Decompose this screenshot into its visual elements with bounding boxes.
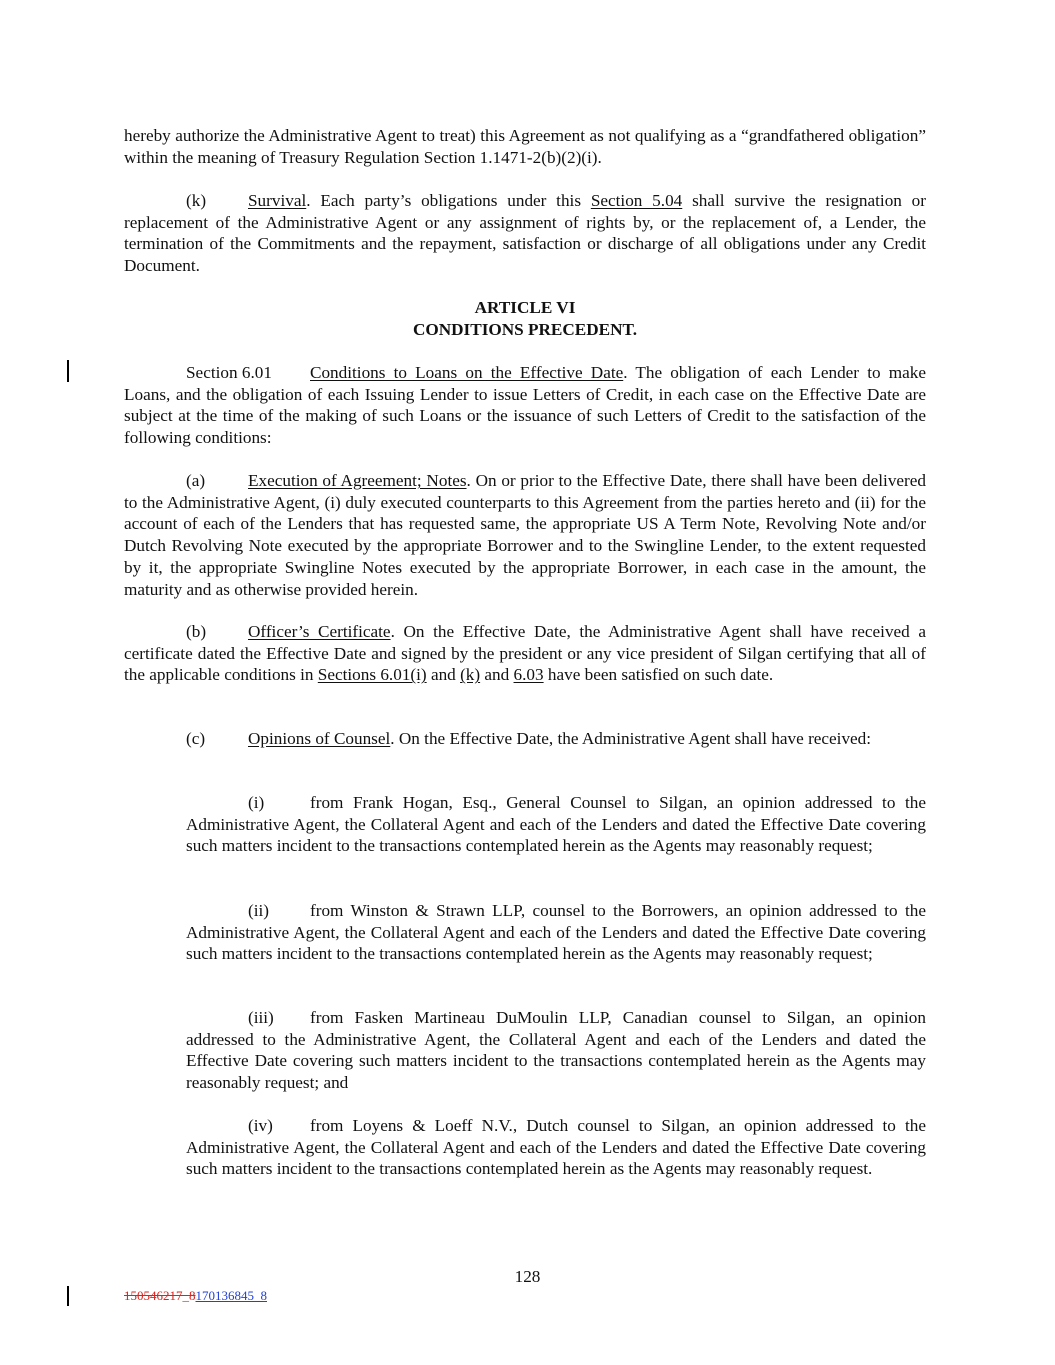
- page-number: 128: [514, 1267, 541, 1286]
- change-bar: [67, 1286, 69, 1306]
- paragraph-a-label: (a): [186, 471, 206, 490]
- section-label: Section 6.01: [186, 363, 272, 382]
- paragraph-a-title: Execution of Agreement; Notes: [248, 471, 467, 490]
- section-reference: (k): [460, 665, 481, 685]
- subparagraph-iv: (iv) from Loyens & Loeff N.V., Dutch counsel to Silgan, an opinion addressed to the Administrative Agent, the Collateral Agent and each of the Lenders and dated the Effective Date covering such matters incident to the transactions contemplated herein as the Agents may reasonably request.: [186, 1116, 926, 1179]
- section-reference: Section 5.04: [590, 191, 683, 210]
- article-title: CONDITIONS PRECEDENT.: [412, 319, 638, 339]
- paragraph-b-label: (b): [186, 622, 207, 641]
- article-heading: [124, 297, 926, 340]
- paragraph-b-officers-certificate: (b) Officer’s Certificate. On the Effective Date, the Administrative Agent shall have received a certificate dated the Effective Date and signed by the president or any vice president of Silgan certifying that all of the applicable conditions in Sections 6.01(i) and (k) and 6.03 have been satisfied on such date.: [124, 622, 927, 685]
- paragraph-c-title: Opinions of Counsel: [248, 729, 391, 748]
- paragraph-k-title: Survival: [248, 191, 307, 210]
- section-title: Conditions to Loans on the Effective Date: [310, 363, 624, 382]
- subparagraph-label: (ii): [248, 901, 269, 920]
- paragraph-c-label: (c): [186, 729, 206, 748]
- paragraph-a-execution: (a) Execution of Agreement; Notes. On or prior to the Effective Date, there shall have been delivered to the Administrative Agent, (i) duly executed counterparts to this Agreement from the parties hereto and (ii) for the account of each of the Lenders that has requested same, the appropriate US A Term Note, Revolving Note and/or Dutch Revolving Note executed by the appropriate Borrower and to the Swingline Lender, to the extent requested by it, the appropriate Swingline Notes executed by the appropriate Borrower, in each case in the amount, the maturity and as otherwise provided herein.: [124, 471, 926, 599]
- deleted-doc-id: 150546217_8: [124, 1288, 196, 1303]
- subparagraph-label: (iii): [248, 1008, 274, 1027]
- subparagraph-iii: (iii) from Fasken Martineau DuMoulin LLP, Canadian counsel to Silgan, an opinion addressed to the Administrative Agent, the Collateral Agent and each of the Lenders and dated the Effective Date covering such matters incident to the transactions contemplated herein as the Agents may reasonably request; and: [186, 1008, 926, 1093]
- subparagraph-ii: (ii) from Winston & Strawn LLP, counsel to the Borrowers, an opinion addressed to the Administrative Agent, the Collateral Agent and each of the Lenders and dated the Effective Date covering such matters incident to the transactions contemplated herein as the Agents may reasonably request;: [186, 901, 926, 964]
- change-bar: [67, 360, 69, 382]
- paragraph-c-opinions: (c) Opinions of Counsel. On the Effective Date, the Administrative Agent shall have received:: [186, 729, 872, 748]
- section-reference: Sections 6.01(i): [317, 665, 427, 685]
- subparagraph-label: (iv): [248, 1116, 273, 1135]
- subparagraph-i: (i) from Frank Hogan, Esq., General Counsel to Silgan, an opinion addressed to the Administrative Agent, the Collateral Agent and each of the Lenders and dated the Effective Date covering such matters incident to the transactions contemplated herein as the Agents may reasonably request;: [186, 793, 926, 856]
- paragraph-k-label: (k): [186, 191, 207, 210]
- inserted-doc-id: 170136845_8: [195, 1288, 267, 1303]
- article-number: ARTICLE VI: [474, 298, 576, 317]
- paragraph-intro: hereby authorize the Administrative Agent to treat) this Agreement as not qualifying as a “grandfathered obligation” within the meaning of Treasury Regulation Section 1.1471-2(b)(2)(i).: [124, 126, 926, 167]
- section-6-01: Section 6.01 Conditions to Loans on the Effective Date. The obligation of each Lender to make Loans, and the obligation of each Issuing Lender to issue Letters of Credit, in each case on the Effective Date are subject at the time of the making of such Loans or the issuance of such Letters of Credit to the satisfaction of the following conditions:: [124, 363, 926, 448]
- subparagraph-label: (i): [248, 793, 265, 812]
- document-id: [124, 1288, 267, 1304]
- paragraph-k-survival: (k) Survival. Each party’s obligations under this Section 5.04 shall survive the resignation or replacement of the Administrative Agent or any assignment of rights by, or the replacement of, a Lender, the termination of the Commitments and the repayment, satisfaction or discharge of all obligations under any Credit Document.: [124, 191, 927, 276]
- section-reference: 6.03: [513, 665, 544, 685]
- paragraph-b-title: Officer’s Certificate: [248, 622, 391, 641]
